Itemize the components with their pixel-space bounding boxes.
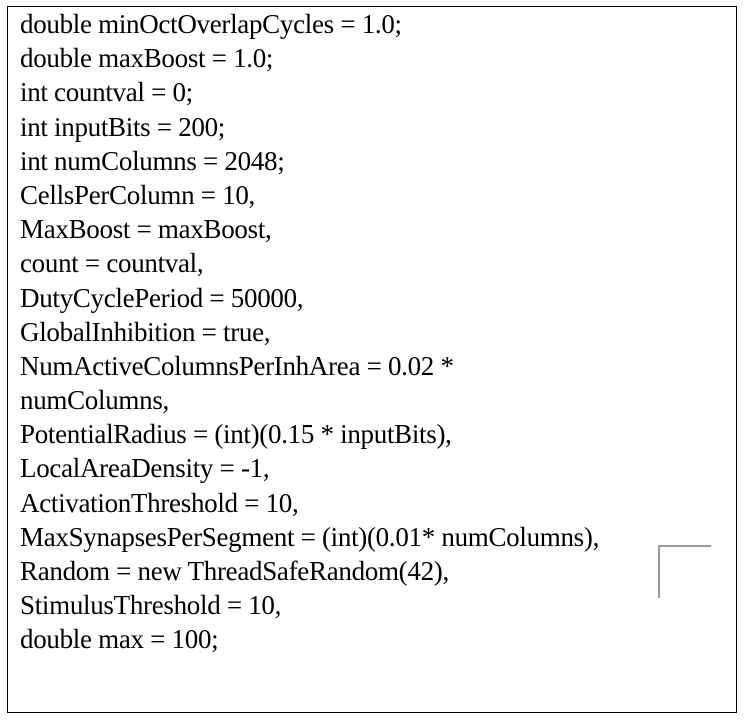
code-line: StimulusThreshold = 10, <box>20 590 282 621</box>
code-block <box>20 7 599 657</box>
code-line: DutyCyclePeriod = 50000, <box>20 282 304 313</box>
code-line: numColumns, <box>20 385 169 416</box>
code-line: PotentialRadius = (int)(0.15 * inputBits), <box>20 419 452 450</box>
code-line: ActivationThreshold = 10, <box>20 487 299 518</box>
code-line: count = countval, <box>20 248 204 279</box>
text-corner-mark <box>658 545 711 598</box>
code-line: Random = new ThreadSafeRandom(42), <box>20 556 449 586</box>
code-line: CellsPerColumn = 10, <box>20 179 255 210</box>
code-line: double minOctOverlapCycles = 1.0; <box>20 9 402 39</box>
corner-mark-horizontal <box>658 545 711 547</box>
corner-mark-vertical <box>658 545 660 598</box>
code-line: NumActiveColumnsPerInhArea = 0.02 * <box>20 350 454 381</box>
code-line: GlobalInhibition = true, <box>20 316 271 347</box>
code-line: MaxBoost = maxBoost, <box>20 214 272 245</box>
code-line: LocalAreaDensity = -1, <box>20 453 270 484</box>
code-line: MaxSynapsesPerSegment = (int)(0.01* numColumns), <box>20 521 600 552</box>
code-line: double maxBoost = 1.0; <box>20 43 274 74</box>
code-line: int numColumns = 2048; <box>20 145 285 176</box>
code-line: int countval = 0; <box>20 77 193 108</box>
code-line: int inputBits = 200; <box>20 111 226 142</box>
code-line: double max = 100; <box>20 624 219 655</box>
